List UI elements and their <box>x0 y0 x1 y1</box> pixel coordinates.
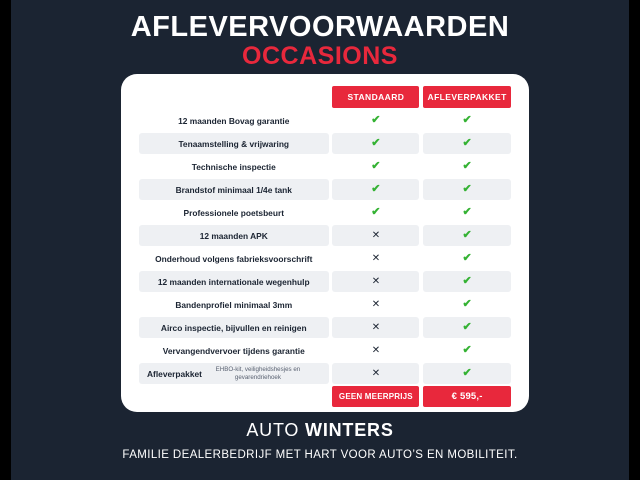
feature-label: 12 maanden Bovag garantie <box>178 115 290 126</box>
feature-label: Airco inspectie, bijvullen en reinigen <box>139 317 329 338</box>
check-glyph: ✔ <box>462 137 472 149</box>
feature-label: Tenaamstelling & vrijwaring <box>139 133 329 154</box>
title-block <box>11 0 629 71</box>
check-icon <box>423 202 511 223</box>
feature-note: EHBO-kit, veiligheidshesjes en gevarendriehoek <box>215 366 301 381</box>
feature-label-text: Afleverpakket <box>147 368 202 379</box>
check-glyph: ✔ <box>371 114 381 126</box>
feature-label: Vervangendvervoer tijdens garantie <box>162 345 305 356</box>
column-header-afleverpakket: AFLEVERPAKKET <box>423 86 511 108</box>
check-glyph: ✔ <box>462 183 472 195</box>
check-icon <box>332 202 419 223</box>
cross-icon <box>332 225 419 246</box>
table-row <box>139 202 511 223</box>
check-glyph: ✔ <box>462 229 472 241</box>
check-icon <box>423 271 511 292</box>
feature-label: 12 maanden internationale wegenhulp <box>139 271 329 292</box>
feature-label: Professionele poetsbeurt <box>183 207 285 218</box>
table-row <box>139 110 511 131</box>
page-title: AFLEVERVOORWAARDEN <box>130 11 510 43</box>
brand-name-bold: WINTERS <box>305 420 394 440</box>
check-glyph: ✔ <box>462 160 472 172</box>
table-row <box>139 225 511 246</box>
cross-glyph: ✕ <box>371 368 381 379</box>
check-glyph: ✔ <box>371 183 381 195</box>
check-icon <box>423 133 511 154</box>
header-spacer <box>139 86 329 108</box>
brand-name <box>11 420 629 441</box>
feature-label: Technische inspectie <box>191 161 276 172</box>
comparison-card <box>121 74 529 412</box>
price-afleverpakket: € 595,- <box>423 386 511 407</box>
cross-glyph: ✕ <box>371 322 381 333</box>
check-icon <box>423 179 511 200</box>
feature-label: Onderhoud volgens fabrieksvoorschrift <box>155 253 313 264</box>
check-icon <box>423 317 511 338</box>
cross-icon <box>332 317 419 338</box>
check-icon <box>332 110 419 131</box>
feature-label: Brandstof minimaal 1/4e tank <box>139 179 329 200</box>
check-icon <box>332 133 419 154</box>
check-glyph: ✔ <box>371 137 381 149</box>
price-standaard: GEEN MEERPRIJS <box>332 386 419 407</box>
check-glyph: ✔ <box>462 206 472 218</box>
check-glyph: ✔ <box>371 160 381 172</box>
cross-icon <box>332 294 419 315</box>
check-glyph: ✔ <box>462 344 472 356</box>
cross-glyph: ✕ <box>371 276 381 287</box>
check-glyph: ✔ <box>462 114 472 126</box>
check-icon <box>423 340 511 361</box>
check-icon <box>423 156 511 177</box>
column-header-standaard: STANDAARD <box>332 86 419 108</box>
check-glyph: ✔ <box>462 298 472 310</box>
check-glyph: ✔ <box>371 206 381 218</box>
table-row <box>139 294 511 315</box>
table-row <box>139 317 511 338</box>
table-header-row <box>139 86 511 108</box>
check-icon <box>423 294 511 315</box>
check-icon <box>423 248 511 269</box>
cross-icon <box>332 340 419 361</box>
brand-tagline: FAMILIE DEALERBEDRIJF MET HART VOOR AUTO’S EN MOBILITEIT. <box>122 449 518 461</box>
check-glyph: ✔ <box>462 321 472 333</box>
table-row <box>139 248 511 269</box>
letterbox-right <box>629 0 640 480</box>
feature-label: Bandenprofiel minimaal 3mm <box>175 299 293 310</box>
price-row <box>139 386 511 407</box>
cross-icon <box>332 248 419 269</box>
check-icon <box>332 156 419 177</box>
table-row <box>139 271 511 292</box>
cross-glyph: ✕ <box>371 230 381 241</box>
table-row <box>139 179 511 200</box>
page-subtitle: OCCASIONS <box>242 42 398 71</box>
feature-label: 12 maanden APK <box>139 225 329 246</box>
check-icon <box>423 363 511 384</box>
check-icon <box>332 179 419 200</box>
check-glyph: ✔ <box>462 252 472 264</box>
table-row <box>139 363 511 384</box>
poster-content <box>11 0 629 480</box>
check-icon <box>423 110 511 131</box>
cross-icon <box>332 363 419 384</box>
brand-name-light: AUTO <box>246 420 306 440</box>
check-glyph: ✔ <box>462 367 472 379</box>
table-row <box>139 133 511 154</box>
price-spacer <box>139 386 329 407</box>
cross-glyph: ✕ <box>371 253 381 264</box>
footer-block <box>11 420 629 461</box>
feature-label <box>139 363 329 384</box>
cross-icon <box>332 271 419 292</box>
cross-glyph: ✕ <box>371 299 381 310</box>
comparison-table <box>139 84 511 409</box>
letterbox-left <box>0 0 11 480</box>
cross-glyph: ✕ <box>371 345 381 356</box>
check-glyph: ✔ <box>462 275 472 287</box>
table-row <box>139 156 511 177</box>
check-icon <box>423 225 511 246</box>
table-row <box>139 340 511 361</box>
